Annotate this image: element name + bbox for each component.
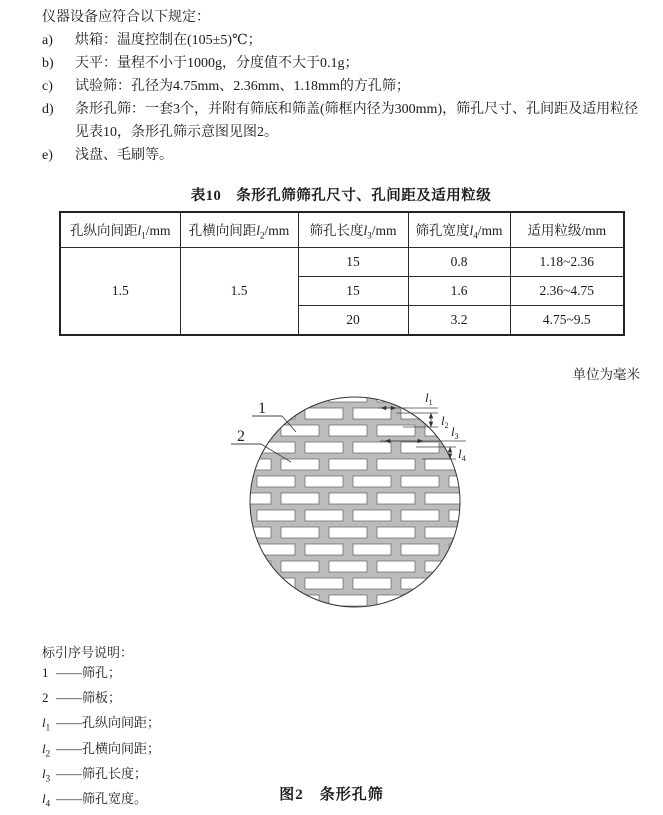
legend-item-l3: $l_3$ ——筛孔长度； bbox=[42, 765, 148, 784]
callout-2-label: 2 bbox=[237, 428, 245, 445]
legend-desc: 孔纵向间距； bbox=[82, 715, 161, 731]
legend-dash: —— bbox=[56, 690, 82, 705]
table-row bbox=[60, 248, 624, 277]
callout-1-label: 1 bbox=[258, 400, 266, 417]
header-cell-longitudinal-spacing: 孔纵向间距$l_1/mm$ bbox=[60, 212, 180, 248]
list-item-text: 条形孔筛：一套3个，并附有筛底和筛盖(筛框内径为300mm)，筛孔尺寸、孔间距及适用粒径见表10，条形孔筛示意图见图2。 bbox=[75, 102, 639, 140]
sieve-spec-table bbox=[59, 211, 625, 336]
cell-grade: 4.75~9.5 bbox=[510, 306, 624, 336]
table-title: 表10 条形孔筛筛孔尺寸、孔间距及适用粒级 bbox=[190, 188, 492, 204]
list-item-label: b) bbox=[42, 56, 54, 71]
equipment-list bbox=[42, 29, 640, 167]
list-item-c bbox=[42, 75, 640, 98]
list-item-label: a) bbox=[42, 33, 53, 48]
cell-slot-width: 1.6 bbox=[408, 277, 510, 306]
legend-dash: —— bbox=[56, 740, 82, 756]
legend-item-2: 2 ——筛板； bbox=[42, 690, 122, 705]
list-item-label: d) bbox=[42, 102, 54, 117]
list-item-label: c) bbox=[42, 79, 53, 94]
list-item-e bbox=[42, 144, 640, 167]
list-item-text: 天平：量程不小于1000g，分度值不大于0.1g； bbox=[75, 56, 359, 71]
legend-dash: —— bbox=[56, 664, 82, 680]
legend-item-l2: $l_2$ ——孔横向间距； bbox=[42, 740, 161, 759]
dim-l4-label: $l_4$ bbox=[458, 446, 466, 463]
strip-sieve-figure bbox=[228, 388, 478, 620]
legend-dash: —— bbox=[56, 765, 82, 781]
list-item-a bbox=[42, 29, 640, 52]
list-item-text: 浅盘、毛刷等。 bbox=[75, 148, 173, 163]
legend-desc: 筛孔宽度。 bbox=[82, 791, 148, 807]
legend-desc: 筛板； bbox=[82, 690, 122, 705]
list-item-label: e) bbox=[42, 148, 53, 163]
legend-dash: —— bbox=[56, 715, 82, 731]
legend-title: 标引序号说明： bbox=[42, 645, 134, 660]
cell-slot-length: 15 bbox=[298, 277, 408, 306]
legend-desc: 筛孔； bbox=[82, 664, 122, 680]
cell-slot-length: 15 bbox=[298, 248, 408, 277]
header-cell-slot-length: 筛孔长度$l_3/mm$ bbox=[298, 212, 408, 248]
cell-slot-width: 3.2 bbox=[408, 306, 510, 336]
dim-l1-label: $l_1$ bbox=[425, 390, 433, 407]
cell-grade: 1.18~2.36 bbox=[510, 248, 624, 277]
list-item-text: 烘箱：温度控制在(105±5)℃； bbox=[75, 33, 262, 48]
legend-dash: —— bbox=[56, 791, 82, 807]
list-item-text: 试验筛：孔径为4.75mm、2.36mm、1.18mm的方孔筛； bbox=[75, 79, 410, 94]
intro-text: 仪器设备应符合以下规定： bbox=[42, 10, 210, 25]
sieve-plate-graphic bbox=[250, 397, 460, 607]
header-cell-grade: 适用粒级/mm bbox=[510, 212, 624, 248]
header-cell-slot-width: 筛孔宽度$l_4/mm$ bbox=[408, 212, 510, 248]
dim-l3-label: $l_3$ bbox=[451, 424, 459, 441]
list-item-d bbox=[42, 98, 640, 144]
list-item-b bbox=[42, 52, 640, 75]
legend-item-l1: $l_1$ ——孔纵向间距； bbox=[42, 715, 161, 733]
equipment-section bbox=[42, 6, 640, 167]
header-cell-lateral-spacing: 孔横向间距$l_2/mm$ bbox=[180, 212, 298, 248]
cell-slot-length: 20 bbox=[298, 306, 408, 336]
figure-caption: 图2 条形孔筛 bbox=[279, 787, 384, 803]
legend-item-1: 1 ——筛孔； bbox=[42, 664, 122, 680]
cell-slot-width: 0.8 bbox=[408, 248, 510, 277]
unit-note: 单位为毫米 bbox=[572, 367, 640, 382]
legend-desc: 筛孔长度； bbox=[82, 765, 148, 781]
cell-longitudinal-spacing: 1.5 bbox=[60, 248, 180, 336]
dim-l2-label: $l_2$ bbox=[441, 413, 449, 430]
legend-item-l4: $l_4$ ——筛孔宽度。 bbox=[42, 791, 148, 809]
cell-lateral-spacing: 1.5 bbox=[180, 248, 298, 336]
cell-grade: 2.36~4.75 bbox=[510, 277, 624, 306]
table-header-row bbox=[60, 212, 624, 248]
legend-desc: 孔横向间距； bbox=[82, 740, 161, 756]
